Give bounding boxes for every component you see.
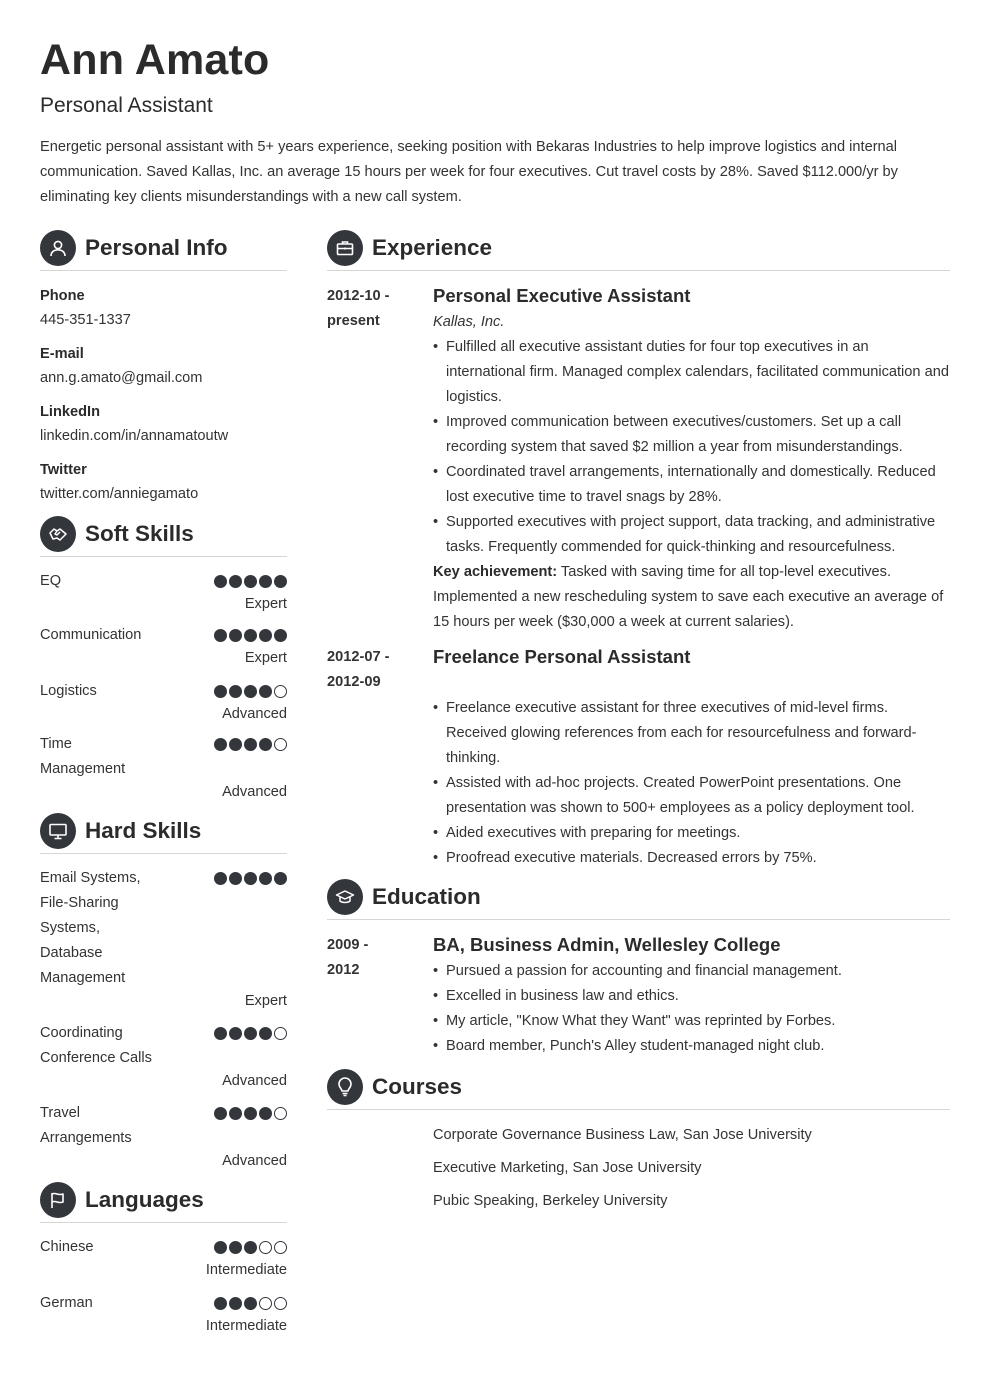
skill-level: Advanced	[222, 1073, 287, 1089]
rating-dot-filled	[229, 685, 242, 698]
achievement-text: Tasked with saving time for all top-level executives. Implemented a new rescheduling system to save each executive an average of 15 hours per week ($30,000 a week at current salaries).	[433, 564, 944, 630]
rating-dot-filled	[229, 872, 242, 885]
rating-dot-filled	[229, 1107, 242, 1120]
briefcase-icon	[327, 230, 363, 266]
bullet-item: • Proofread executive materials. Decreased errors by 75%.	[433, 846, 950, 871]
rating-dot-filled	[259, 1027, 272, 1040]
rating-dot-empty	[274, 1107, 287, 1120]
right-column	[327, 230, 950, 1211]
skill-level: Expert	[244, 596, 287, 612]
education-entry	[327, 933, 950, 1059]
company-name: Kallas, Inc.	[433, 314, 505, 330]
bullet-list	[433, 335, 950, 560]
twitter-value: twitter.com/anniegamato	[40, 486, 199, 502]
rating-dot-empty	[274, 1027, 287, 1040]
soft-skills-list	[40, 569, 287, 805]
bullet-item: • Supported executives with project support, data tracking, and administrative tasks. Frequently commended for quick-thinking and resourcefulness.	[433, 510, 950, 560]
rating-dot-filled	[229, 629, 242, 642]
personal-info-title: Personal Info	[85, 235, 228, 260]
bullet-item: • Excelled in business law and ethics.	[433, 984, 950, 1009]
left-column	[40, 230, 287, 1339]
language-item	[40, 1235, 287, 1283]
skill-item	[40, 866, 287, 1014]
entry-body	[433, 933, 950, 1059]
experience-title: Experience	[372, 235, 493, 260]
rating-dot-filled	[259, 1107, 272, 1120]
monitor-icon	[40, 813, 76, 849]
language-level: Intermediate	[205, 1318, 287, 1334]
rating-dot-empty	[274, 738, 287, 751]
info-label: Phone	[40, 288, 85, 304]
bullet-list	[433, 959, 950, 1059]
courses-list	[327, 1110, 950, 1211]
date-end: 2012	[327, 962, 360, 978]
skill-item	[40, 1101, 287, 1174]
language-name: Chinese	[40, 1239, 94, 1255]
skill-item	[40, 569, 287, 617]
rating-dot-filled	[229, 1027, 242, 1040]
rating-dot-filled	[244, 872, 257, 885]
bullet-list	[433, 696, 950, 871]
rating-dot-filled	[214, 1107, 227, 1120]
rating-dot-filled	[244, 1107, 257, 1120]
rating-dot-filled	[274, 872, 287, 885]
skill-rating	[214, 1101, 287, 1151]
rating-dot-filled	[214, 575, 227, 588]
skill-rating	[214, 569, 287, 594]
skill-rating	[214, 623, 287, 648]
rating-dot-filled	[214, 738, 227, 751]
info-label: Twitter	[40, 462, 87, 478]
rating-dot-empty	[259, 1241, 272, 1254]
date-start: 2012-07 -	[327, 649, 390, 665]
rating-dot-filled	[244, 575, 257, 588]
job-title: Personal Executive Assistant	[433, 285, 691, 306]
entry-body	[433, 284, 950, 635]
rating-dot-filled	[259, 872, 272, 885]
skill-name: Communication	[40, 627, 142, 643]
info-item-twitter	[40, 460, 287, 504]
rating-dot-filled	[259, 738, 272, 751]
personal-info-header	[40, 230, 287, 271]
bullet-item: • Coordinated travel arrangements, internationally and domestically. Reduced lost executive time to travel snags by 28%.	[433, 460, 950, 510]
rating-dot-filled	[229, 575, 242, 588]
rating-dot-empty	[274, 1241, 287, 1254]
info-label: LinkedIn	[40, 404, 100, 420]
info-item-phone	[40, 286, 287, 330]
hard-skills-title: Hard Skills	[85, 818, 202, 843]
skill-name: Email Systems, File-Sharing Systems, Database Management	[40, 870, 141, 986]
language-item	[40, 1291, 287, 1339]
skill-item	[40, 1021, 287, 1094]
rating-dot-filled	[214, 1241, 227, 1254]
rating-dot-filled	[214, 1297, 227, 1310]
rating-dot-empty	[274, 1297, 287, 1310]
skill-level: Advanced	[222, 706, 287, 722]
rating-dot-filled	[274, 575, 287, 588]
language-rating	[214, 1235, 287, 1260]
education-title: Education	[372, 884, 481, 909]
skill-item	[40, 623, 287, 671]
course-item: Pubic Speaking, Berkeley University	[433, 1193, 668, 1209]
person-icon	[40, 230, 76, 266]
language-rating	[214, 1291, 287, 1316]
rating-dot-filled	[229, 1241, 242, 1254]
rating-dot-filled	[229, 1297, 242, 1310]
skill-name: Travel Arrangements	[40, 1105, 132, 1146]
degree-title: BA, Business Admin, Wellesley College	[433, 934, 781, 955]
graduation-cap-icon	[327, 879, 363, 915]
soft-skills-header	[40, 516, 287, 557]
candidate-name: Ann Amato	[40, 36, 270, 84]
rating-dot-filled	[244, 1027, 257, 1040]
entry-date	[327, 645, 433, 871]
info-item-email	[40, 344, 287, 388]
achievement-label: Key achievement:	[433, 564, 558, 580]
email-value: ann.g.amato@gmail.com	[40, 370, 203, 386]
skill-name: Coordinating Conference Calls	[40, 1025, 152, 1066]
languages-title: Languages	[85, 1187, 204, 1212]
rating-dot-filled	[244, 1241, 257, 1254]
skill-level: Expert	[244, 993, 287, 1009]
bullet-item: • Fulfilled all executive assistant duties for four top executives in an international firm. Managed complex calendars, facilitated communication and logistics.	[433, 335, 950, 410]
language-level: Intermediate	[205, 1262, 287, 1278]
skill-rating	[214, 866, 287, 991]
skill-level: Advanced	[222, 1153, 287, 1169]
lightbulb-icon	[327, 1069, 363, 1105]
hard-skills-header	[40, 813, 287, 854]
skill-level: Expert	[244, 650, 287, 666]
hard-skills-list	[40, 866, 287, 1174]
languages-list	[40, 1235, 287, 1339]
courses-title: Courses	[372, 1074, 463, 1099]
skill-name: EQ	[40, 573, 62, 589]
experience-entry	[327, 284, 950, 635]
rating-dot-filled	[244, 629, 257, 642]
course-item: Executive Marketing, San Jose University	[433, 1160, 702, 1176]
skill-item	[40, 732, 287, 805]
info-label: E-mail	[40, 346, 84, 362]
rating-dot-filled	[214, 629, 227, 642]
bullet-item: • Freelance executive assistant for three executives of mid-level firms. Received glowing references from each for resourcefulness and forward-thinking.	[433, 696, 950, 771]
skill-rating	[214, 679, 287, 704]
date-end: present	[327, 313, 380, 329]
skill-rating	[214, 1021, 287, 1071]
linkedin-value: linkedin.com/in/annamatoutw	[40, 428, 229, 444]
bullet-item: • Improved communication between executives/customers. Set up a call recording system that saved $2 million a year from misunderstandings.	[433, 410, 950, 460]
rating-dot-empty	[259, 1297, 272, 1310]
skill-rating	[214, 732, 287, 782]
company-name	[433, 671, 950, 696]
rating-dot-filled	[244, 738, 257, 751]
candidate-title: Personal Assistant	[40, 94, 213, 117]
rating-dot-filled	[259, 685, 272, 698]
rating-dot-filled	[214, 685, 227, 698]
bullet-item: • Assisted with ad-hoc projects. Created PowerPoint presentations. One presentation was shown to 500+ employees as a policy deployment tool.	[433, 771, 950, 821]
languages-header	[40, 1182, 287, 1223]
skill-level: Advanced	[222, 784, 287, 800]
rating-dot-filled	[244, 1297, 257, 1310]
entry-date	[327, 284, 433, 635]
date-start: 2012-10 -	[327, 288, 390, 304]
rating-dot-filled	[214, 872, 227, 885]
skill-name: Logistics	[40, 683, 97, 699]
skill-name: Time Management	[40, 736, 126, 777]
rating-dot-filled	[259, 629, 272, 642]
rating-dot-filled	[274, 629, 287, 642]
skill-item	[40, 679, 287, 727]
date-end: 2012-09	[327, 674, 381, 690]
rating-dot-filled	[259, 575, 272, 588]
experience-entry	[327, 645, 950, 871]
soft-skills-title: Soft Skills	[85, 521, 194, 546]
personal-info-list	[40, 271, 287, 504]
summary-text: Energetic personal assistant with 5+ years experience, seeking position with Bekaras Industries to help improve logistics and internal communication. Saved Kallas, Inc. an average 15 hours per week for four executives. Cut travel costs by 28%. Saved $112.000/yr by eliminating key clients misunderstandings with a new call system.	[40, 139, 898, 205]
rating-dot-filled	[214, 1027, 227, 1040]
bullet-item: • Pursued a passion for accounting and financial management.	[433, 959, 950, 984]
education-header	[327, 879, 950, 920]
info-item-linkedin	[40, 402, 287, 446]
bullet-item: • Aided executives with preparing for meetings.	[433, 821, 950, 846]
rating-dot-empty	[274, 685, 287, 698]
entry-date	[327, 933, 433, 1059]
handshake-icon	[40, 516, 76, 552]
job-title: Freelance Personal Assistant	[433, 646, 691, 667]
bullet-item: • Board member, Punch's Alley student-managed night club.	[433, 1034, 950, 1059]
courses-header	[327, 1069, 950, 1110]
rating-dot-filled	[244, 685, 257, 698]
phone-value: 445-351-1337	[40, 312, 131, 328]
course-item: Corporate Governance Business Law, San Jose University	[433, 1127, 812, 1143]
key-achievement	[433, 560, 950, 635]
experience-header	[327, 230, 950, 271]
bullet-item: • My article, "Know What they Want" was reprinted by Forbes.	[433, 1009, 950, 1034]
language-name: German	[40, 1295, 93, 1311]
rating-dot-filled	[229, 738, 242, 751]
flag-icon	[40, 1182, 76, 1218]
date-start: 2009 -	[327, 937, 369, 953]
entry-body	[433, 645, 950, 871]
